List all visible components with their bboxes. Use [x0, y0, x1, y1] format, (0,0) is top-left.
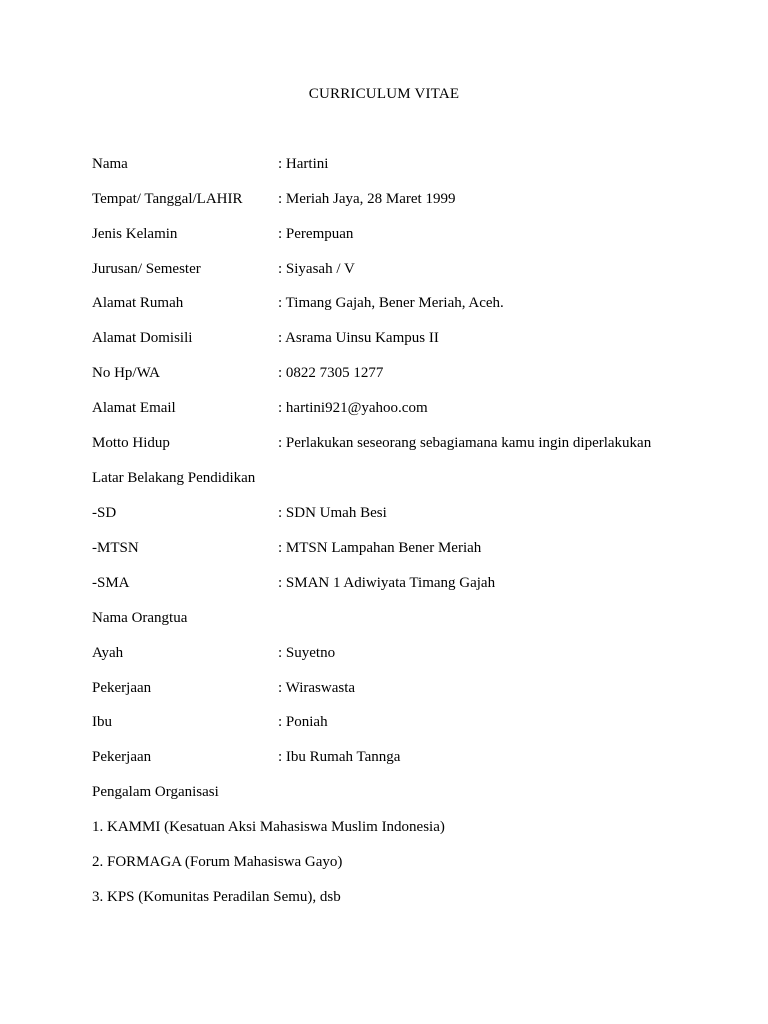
info-value: : Asrama Uinsu Kampus II [278, 330, 439, 346]
info-value: : hartini921@yahoo.com [278, 400, 428, 416]
info-row-phone [0, 365, 768, 385]
organization-item: 1. KAMMI (Kesatuan Aksi Mahasiswa Muslim Indonesia) [92, 819, 445, 835]
parents-label: Ayah [92, 645, 124, 661]
info-row-birth [0, 191, 768, 211]
parents-value: : Wiraswasta [278, 680, 356, 696]
info-label: Jenis Kelamin [92, 226, 178, 242]
info-row-major [0, 261, 768, 281]
parents-label: Ibu [92, 714, 112, 730]
education-heading: Latar Belakang Pendidikan [92, 470, 256, 486]
education-label: -MTSN [92, 540, 139, 556]
info-label: Tempat/ Tanggal/LAHIR [92, 191, 243, 207]
parents-row-mother [0, 714, 768, 734]
organization-item: 3. KPS (Komunitas Peradilan Semu), dsb [92, 889, 341, 905]
education-value: : SDN Umah Besi [278, 505, 387, 521]
education-value: : MTSN Lampahan Bener Meriah [278, 540, 482, 556]
parents-row-father [0, 645, 768, 665]
parents-value: : Suyetno [278, 645, 336, 661]
organization-item: 2. FORMAGA (Forum Mahasiswa Gayo) [92, 854, 343, 870]
education-label: -SMA [92, 575, 130, 591]
parents-label: Pekerjaan [92, 680, 152, 696]
info-value: : 0822 7305 1277 [278, 365, 384, 381]
education-label: -SD [92, 505, 117, 521]
document-title: CURRICULUM VITAE [308, 86, 460, 102]
info-value: : Hartini [278, 156, 329, 172]
info-row-domicile [0, 330, 768, 350]
parents-heading: Nama Orangtua [92, 610, 188, 626]
info-row-home-address [0, 295, 768, 315]
info-label: Alamat Email [92, 400, 176, 416]
education-row-sma [0, 575, 768, 595]
info-value: : Perlakukan seseorang sebagiamana kamu ingin diperlakukan [278, 435, 652, 451]
info-value: : Meriah Jaya, 28 Maret 1999 [278, 191, 456, 207]
education-row-sd [0, 505, 768, 525]
info-label: Alamat Domisili [92, 330, 193, 346]
parents-label: Pekerjaan [92, 749, 152, 765]
education-value: : SMAN 1 Adiwiyata Timang Gajah [278, 575, 496, 591]
organizations-heading: Pengalam Organisasi [92, 784, 219, 800]
info-row-email [0, 400, 768, 420]
education-row-mtsn [0, 540, 768, 560]
info-value: : Timang Gajah, Bener Meriah, Aceh. [278, 295, 504, 311]
info-label: Jurusan/ Semester [92, 261, 201, 277]
info-value: : Perempuan [278, 226, 354, 242]
info-label: Motto Hidup [92, 435, 170, 451]
parents-row-mother-job [0, 749, 768, 769]
info-row-gender [0, 226, 768, 246]
info-row-name [0, 156, 768, 176]
parents-value: : Ibu Rumah Tannga [278, 749, 401, 765]
info-label: No Hp/WA [92, 365, 160, 381]
info-value: : Siyasah / V [278, 261, 355, 277]
parents-value: : Poniah [278, 714, 328, 730]
parents-row-father-job [0, 680, 768, 700]
info-label: Alamat Rumah [92, 295, 184, 311]
info-label: Nama [92, 156, 128, 172]
info-row-motto [0, 435, 768, 455]
